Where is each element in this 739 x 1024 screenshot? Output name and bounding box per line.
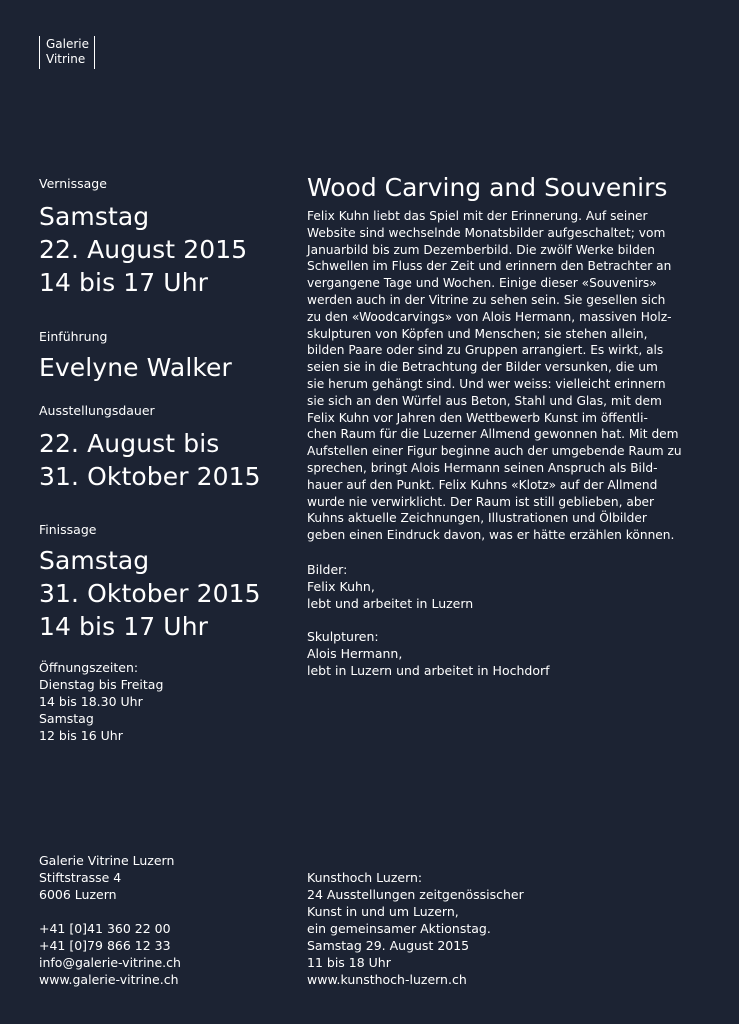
logo-line-2: Vitrine xyxy=(46,52,86,66)
mobile-number[interactable]: +41 [0]79 866 12 33 xyxy=(39,938,171,953)
finissage-section xyxy=(39,522,289,643)
opening-hours-line: 14 bis 18.30 Uhr xyxy=(39,694,143,709)
vernissage-section xyxy=(39,176,289,299)
opening-hours-line: 12 bis 16 Uhr xyxy=(39,728,123,743)
article-line: sie herum gehängt sind. Und wer weiss: vielleicht erinnern xyxy=(307,376,666,391)
opening-hours-line: Dienstag bis Freitag xyxy=(39,677,164,692)
kunsthoch-time: 11 bis 18 Uhr xyxy=(307,955,391,970)
skulpturen-detail: lebt in Luzern und arbeitet in Hochdorf xyxy=(307,662,550,678)
skulpturen-credit xyxy=(307,628,717,679)
bilder-detail: lebt und arbeitet in Luzern xyxy=(307,595,474,611)
article-line: sie sich an den Würfel aus Beton, Stahl und Glas, mit dem xyxy=(307,393,662,408)
skulpturen-artist: Alois Hermann, xyxy=(307,645,403,661)
vernissage-date: 22. August 2015 xyxy=(39,235,248,264)
address-line: 6006 Luzern xyxy=(39,887,117,902)
finissage-date: 31. Oktober 2015 xyxy=(39,579,261,608)
einfuehrung-name: Evelyne Walker xyxy=(39,353,232,382)
dauer-end: 31. Oktober 2015 xyxy=(39,462,261,491)
bilder-artist: Felix Kuhn, xyxy=(307,578,375,594)
vernissage-time: 14 bis 17 Uhr xyxy=(39,268,209,297)
article-line: Aufstellen einer Figur beginne auch der umgebende Raum zu xyxy=(307,444,682,459)
website-link[interactable]: www.galerie-vitrine.ch xyxy=(39,972,179,987)
article-column xyxy=(307,172,717,679)
opening-hours-line: Samstag xyxy=(39,711,94,726)
article-line: vergangene Tage und Wochen. Einige dieser «Souvenirs» xyxy=(307,276,657,291)
article-body xyxy=(307,208,717,544)
einfuehrung-label: Einführung xyxy=(39,329,108,344)
article-line: hauer auf den Punkt. Felix Kuhns «Klotz» auf der Allmend xyxy=(307,477,658,492)
dauer-section xyxy=(39,403,289,493)
article-line: Januarbild bis zum Dezemberbild. Die zwölf Werke bilden xyxy=(307,242,656,257)
opening-hours-line: Öffnungszeiten: xyxy=(39,660,139,675)
opening-hours xyxy=(39,659,289,744)
article-line: Schwellen im Fluss der Zeit und erinnern den Betrachter an xyxy=(307,259,672,274)
vernissage-day: Samstag xyxy=(39,202,150,231)
skulpturen-label: Skulpturen: xyxy=(307,628,379,644)
article-line: wurde nie verwirklicht. Der Raum ist still geblieben, aber xyxy=(307,494,655,509)
article-line: Website sind wechselnde Monatsbilder aufgeschaltet; vom xyxy=(307,225,666,240)
article-line: zu den «Woodcarvings» von Alois Hermann, massiven Holz- xyxy=(307,309,672,324)
article-line: Felix Kuhn vor Jahren den Wettbewerb Kunst im öffentli- xyxy=(307,410,648,425)
gallery-contact xyxy=(39,852,181,988)
bilder-credit xyxy=(307,561,717,612)
kunsthoch-line: 24 Ausstellungen zeitgenössischer xyxy=(307,887,524,902)
article-line: sprechen, bringt Alois Hermann seinen Anspruch als Bild- xyxy=(307,460,658,475)
finissage-day: Samstag xyxy=(39,546,150,575)
dauer-start: 22. August bis xyxy=(39,429,220,458)
finissage-label: Finissage xyxy=(39,522,97,537)
kunsthoch-date: Samstag 29. August 2015 xyxy=(307,938,470,953)
finissage-time: 14 bis 17 Uhr xyxy=(39,612,209,641)
article-title: Wood Carving and Souvenirs xyxy=(307,173,668,202)
gallery-logo xyxy=(39,36,95,69)
article-line: geben einen Eindruck davon, was er hätte erzählen können. xyxy=(307,528,675,543)
event-info-column xyxy=(39,176,289,744)
article-line: Felix Kuhn liebt das Spiel mit der Erinnerung. Auf seiner xyxy=(307,209,648,223)
article-line: Kuhns aktuelle Zeichnungen, Illustrationen und Ölbilder xyxy=(307,511,647,526)
kunsthoch-line: ein gemeinsamer Aktionstag. xyxy=(307,921,491,936)
logo-line-1: Galerie xyxy=(46,37,90,51)
address-line: Galerie Vitrine Luzern xyxy=(39,853,175,868)
einfuehrung-section xyxy=(39,329,289,384)
kunsthoch-website-link[interactable]: www.kunsthoch-luzern.ch xyxy=(307,972,467,987)
article-line: bilden Paare oder sind zu Gruppen arrangiert. Es wirkt, als xyxy=(307,343,664,358)
kunsthoch-info xyxy=(307,869,524,988)
email-link[interactable]: info@galerie-vitrine.ch xyxy=(39,955,181,970)
article-line: skulpturen von Köpfen und Menschen; sie stehen allein, xyxy=(307,326,648,341)
article-line: chen Raum für die Luzerner Allmend gewonnen hat. Mit dem xyxy=(307,427,679,442)
phone-number[interactable]: +41 [0]41 360 22 00 xyxy=(39,921,171,936)
article-line: werden auch in der Vitrine zu sehen sein. Sie gesellen sich xyxy=(307,292,666,307)
kunsthoch-line: Kunst in und um Luzern, xyxy=(307,904,459,919)
kunsthoch-title: Kunsthoch Luzern: xyxy=(307,870,423,885)
address-line: Stiftstrasse 4 xyxy=(39,870,122,885)
dauer-label: Ausstellungsdauer xyxy=(39,403,155,418)
article-line: seien sie in die Betrachtung der Bilder versunken, die um xyxy=(307,360,658,375)
vernissage-label: Vernissage xyxy=(39,176,107,191)
bilder-label: Bilder: xyxy=(307,561,348,577)
